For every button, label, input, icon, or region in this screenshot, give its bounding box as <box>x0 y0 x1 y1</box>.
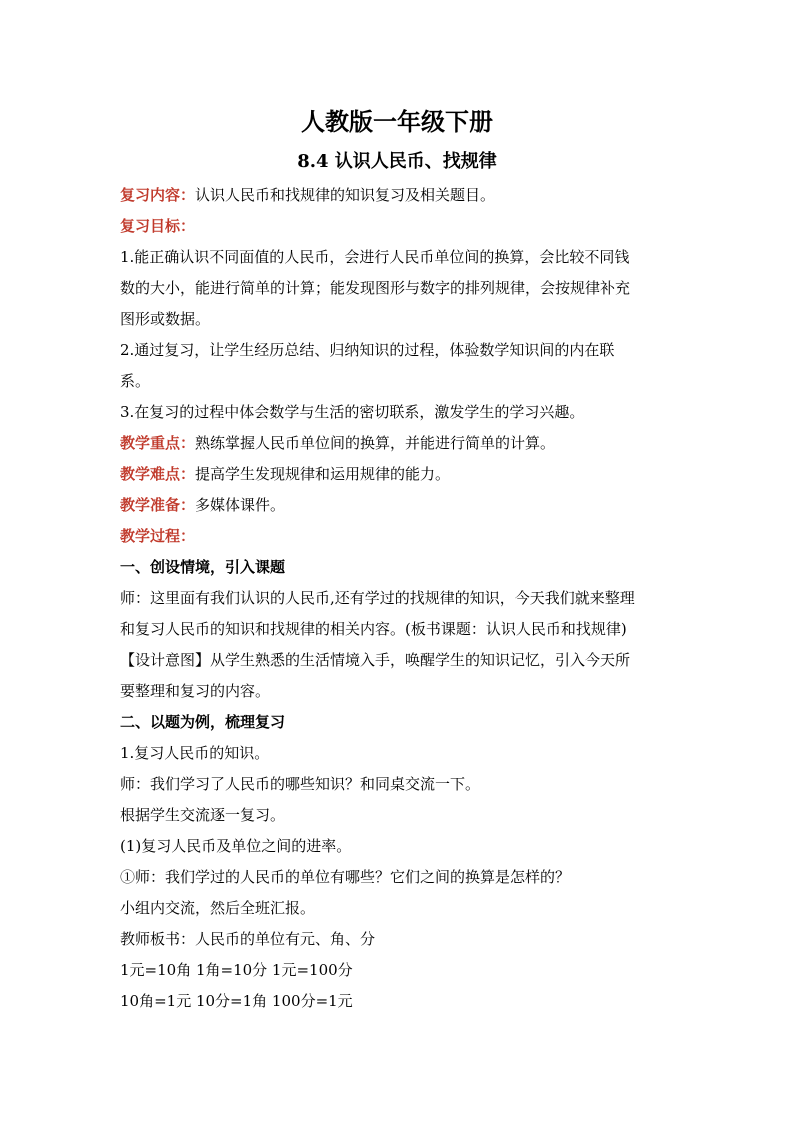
section1-heading: 一、创设情境，引入课题 <box>120 558 286 576</box>
section2-line: ①师：我们学过的人民币的单位有哪些？它们之间的换算是怎样的？ <box>120 868 571 886</box>
section2-line: (1)复习人民币及单位之间的进率。 <box>120 837 352 855</box>
goal3-line: 3.在复习的过程中体会数学与生活的密切联系，激发学生的学习兴趣。 <box>120 403 585 421</box>
section1-line: 和复习人民币的知识和找规律的相关内容。(板书课题：认识人民币和找规律) <box>120 620 627 638</box>
review-content-text: 认识人民币和找规律的知识复习及相关题目。 <box>195 186 496 204</box>
document-subtitle: 8.4 认识人民币、找规律 <box>297 151 497 172</box>
section2-line: 10角=1元 10分=1角 100分=1元 <box>120 992 353 1010</box>
goal1-line: 图形或数据。 <box>120 310 211 328</box>
goal2-line: 系。 <box>120 372 151 390</box>
key-point-label: 教学重点： <box>120 434 196 452</box>
review-goals-label: 复习目标： <box>120 217 196 235</box>
review-content-line <box>120 180 680 211</box>
section2-line: 根据学生交流逐一复习。 <box>120 806 286 824</box>
preparation-text: 多媒体课件。 <box>195 496 286 514</box>
goal1-line: 1.能正确认识不同面值的人民币，会进行人民币单位间的换算，会比较不同钱 <box>120 248 630 266</box>
goal2-line: 2.通过复习，让学生经历总结、归纳知识的过程，体验数学知识间的内在联 <box>120 341 615 359</box>
section1-line: 师：这里面有我们认识的人民币,还有学过的找规律的知识，今天我们就来整理 <box>120 589 635 607</box>
difficulty-label: 教学难点： <box>120 465 196 483</box>
section1-line: 【设计意图】从学生熟悉的生活情境入手，唤醒学生的知识记忆，引入今天所 <box>120 651 631 669</box>
preparation-label: 教学准备： <box>120 496 196 514</box>
section2-heading: 二、以题为例，梳理复习 <box>120 713 286 731</box>
review-content-label: 复习内容： <box>120 186 196 204</box>
process-label: 教学过程： <box>120 527 196 545</box>
section1-line: 要整理和复习的内容。 <box>120 682 271 700</box>
document-title: 人教版一年级下册 <box>301 107 493 136</box>
section2-line: 1.复习人民币的知识。 <box>120 744 270 762</box>
document-body <box>120 180 680 1017</box>
key-point-line <box>120 428 680 459</box>
preparation-line <box>120 490 680 521</box>
difficulty-line <box>120 459 680 490</box>
section2-line: 教师板书：人民币的单位有元、角、分 <box>120 930 376 948</box>
key-point-text: 熟练掌握人民币单位间的换算，并能进行简单的计算。 <box>195 434 556 452</box>
section2-line: 1元=10角 1角=10分 1元=100分 <box>120 961 353 979</box>
section2-line: 小组内交流，然后全班汇报。 <box>120 899 316 917</box>
difficulty-text: 提高学生发现规律和运用规律的能力。 <box>195 465 451 483</box>
goal1-line: 数的大小，能进行简单的计算；能发现图形与数字的排列规律，会按规律补充 <box>120 279 631 297</box>
section2-line: 师：我们学习了人民币的哪些知识？和同桌交流一下。 <box>120 775 481 793</box>
